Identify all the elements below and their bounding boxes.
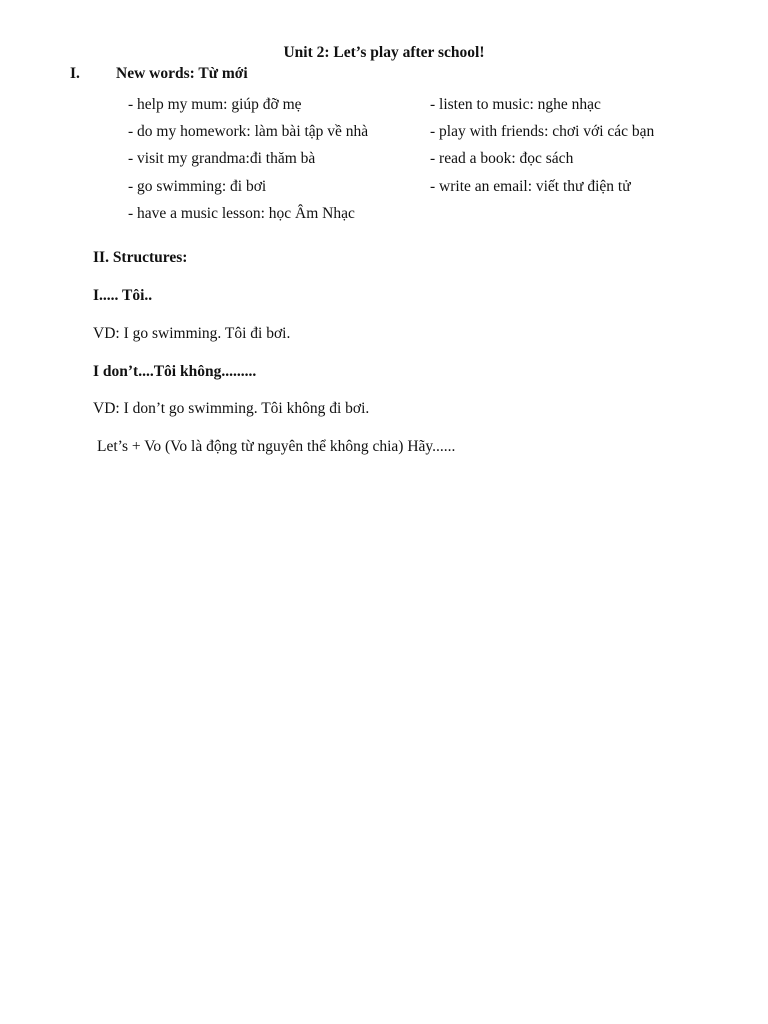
section-1-heading: New words: Từ mới bbox=[116, 65, 248, 82]
vocab-item: - read a book: đọc sách bbox=[430, 150, 574, 167]
vocab-item: - visit my grandma:đi thăm bà bbox=[128, 150, 316, 167]
section-1-number: I. bbox=[70, 65, 80, 82]
vocab-item: - listen to music: nghe nhạc bbox=[430, 96, 601, 113]
structure-affirmative: I..... Tôi.. bbox=[93, 287, 153, 304]
vocab-item: - play with friends: chơi với các bạn bbox=[430, 123, 655, 140]
example-affirmative: VD: I go swimming. Tôi đi bơi. bbox=[93, 325, 291, 342]
structure-lets: Let’s + Vo (Vo là động từ nguyên thể không chia) Hãy...... bbox=[97, 438, 456, 455]
vocab-item: - help my mum: giúp đỡ mẹ bbox=[128, 96, 302, 113]
section-2-heading: II. Structures: bbox=[93, 249, 188, 266]
structure-negative: I don’t....Tôi không......... bbox=[93, 363, 257, 380]
vocab-item: - do my homework: làm bài tập về nhà bbox=[128, 123, 369, 140]
vocab-item: - write an email: viết thư điện tử bbox=[430, 178, 631, 195]
vocab-item: - have a music lesson: học Âm Nhạc bbox=[128, 205, 355, 222]
example-negative: VD: I don’t go swimming. Tôi không đi bơi. bbox=[93, 400, 370, 417]
vocab-item: - go swimming: đi bơi bbox=[128, 178, 267, 195]
document-title: Unit 2: Let’s play after school! bbox=[283, 44, 485, 61]
